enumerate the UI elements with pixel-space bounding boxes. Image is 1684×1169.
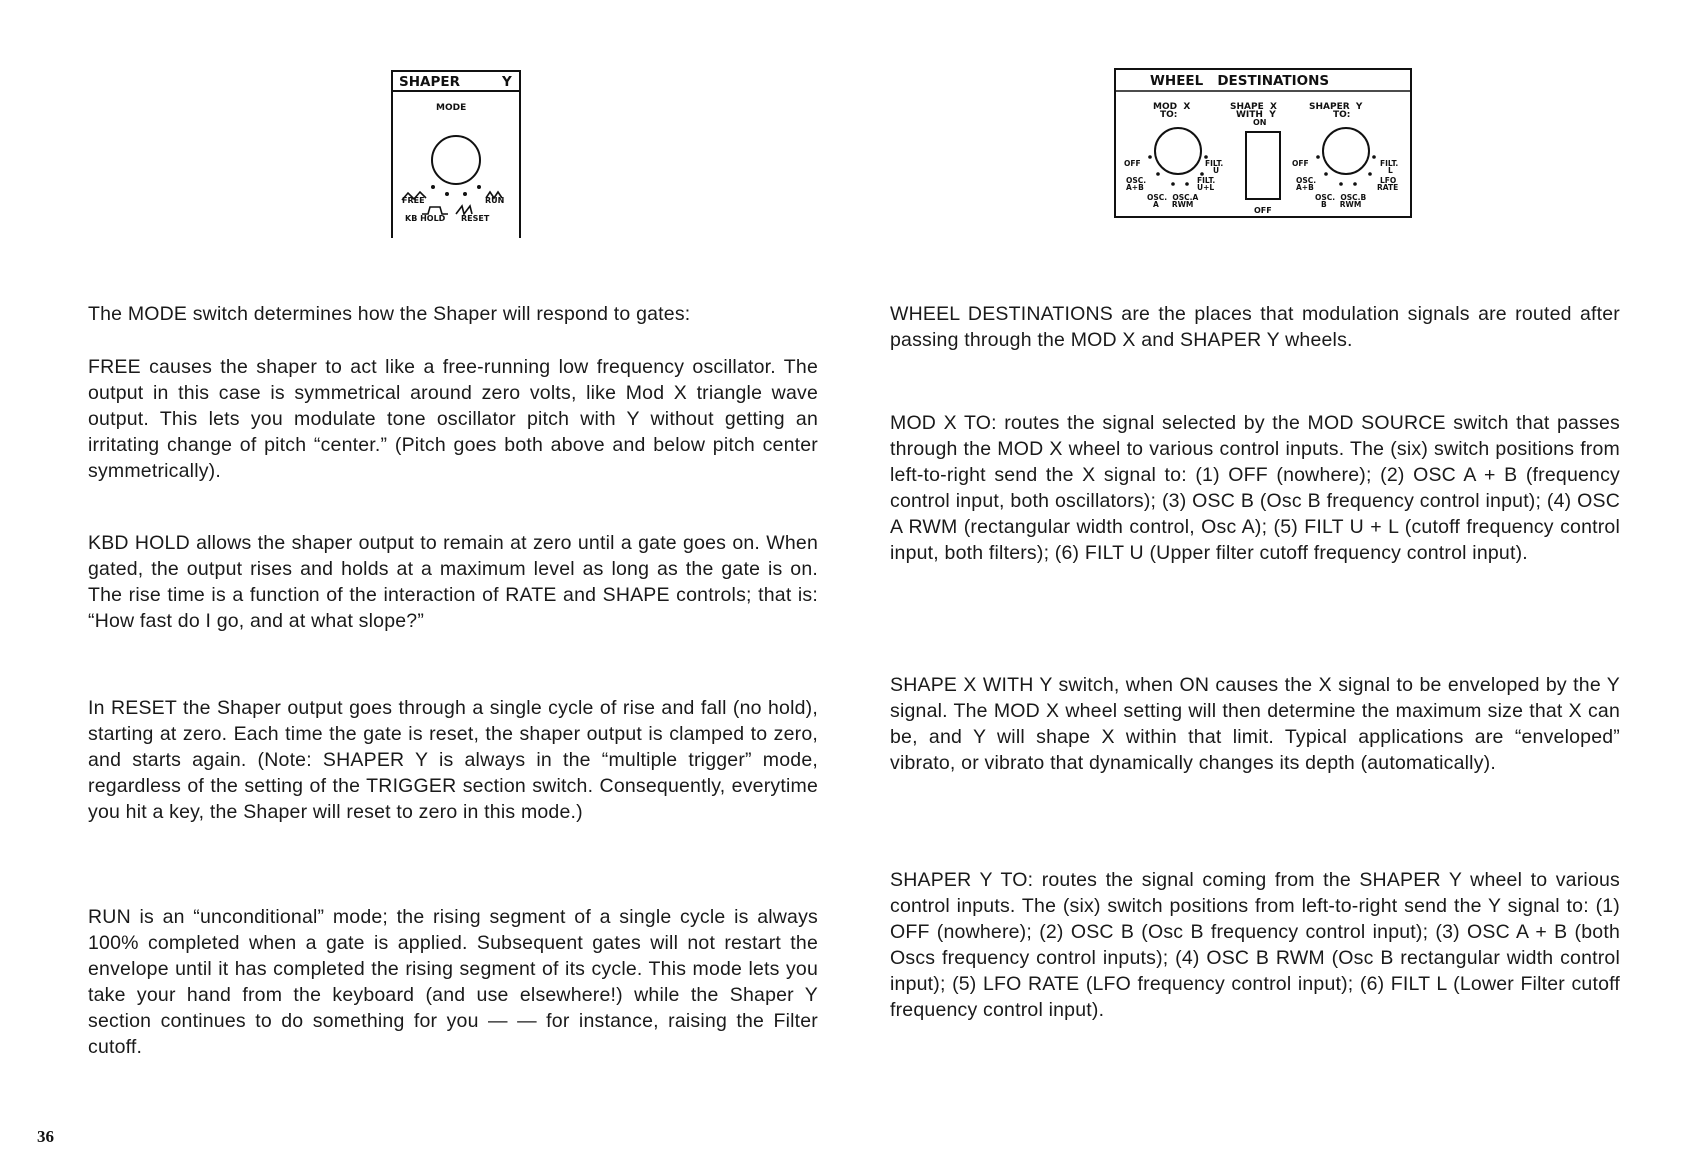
mod-x-to-label-2: TO: — [1160, 110, 1178, 120]
shape-x-with-y-switch[interactable] — [1246, 132, 1280, 199]
mod-x-to-knob[interactable] — [1155, 128, 1201, 174]
mod-x-filt-u-label-1: FILT. — [1205, 159, 1224, 168]
shaper-y-off-label: OFF — [1292, 159, 1309, 168]
mod-x-osc-b-a-label-2: A RWM — [1153, 200, 1194, 209]
shaper-y-to-label-2: TO: — [1333, 110, 1351, 120]
mod-x-osc-b-a-label-1: OSC. OSC.A — [1147, 193, 1199, 202]
shape-x-label-1: SHAPE X — [1230, 102, 1277, 112]
mod-x-filt-ul-label-2: U+L — [1197, 183, 1215, 192]
shaper-y-filt-l-label-2: L — [1388, 166, 1393, 175]
shaper-panel-title-letter: Y — [502, 74, 512, 90]
shape-x-off-label: OFF — [1254, 206, 1272, 215]
run-mode-paragraph: RUN is an “unconditional” mode; the rising segment of a single cycle is always 100% completed when a gate is applied. Subsequent gates will not restart the envelope until it has completed the rising segment of its cycle. This mode lets you take your hand from the keyboard (and use elsewhere!) while the Shaper Y section continues to do something for you — — for instance, raising the Filter cutoff. — [88, 906, 818, 1058]
shaper-y-osc-b-b-label-1: OSC. OSC.B — [1315, 193, 1367, 202]
free-mode-paragraph: FREE causes the shaper to act like a free-running low frequency oscillator. The output in this case is symmetrical around zero volts, like Mod X triangle wave output. This lets you modulate tone oscillator pitch with Y without getting an irritating change of pitch “center.” (Pitch goes both above and below pitch center symmetrically). — [88, 356, 818, 482]
shape-x-on-label: ON — [1253, 118, 1267, 127]
mod-x-filt-ul-label-1: FILT. — [1197, 176, 1216, 185]
mod-x-filt-u-label-2: U — [1213, 166, 1220, 175]
kbd-hold-paragraph: KBD HOLD allows the shaper output to remain at zero until a gate goes on. When gated, the output rises and holds at a maximum level as long as the gate is on. The rise time is a function of the interaction of RATE and SHAPE controls; that is: “How fast do I go, and at what slope?” — [88, 532, 818, 632]
mod-x-osc-ab-label-2: A+B — [1126, 183, 1144, 192]
wheel-destinations-panel — [0, 0, 1684, 260]
mode-label-kb-hold: KB HOLD — [405, 214, 446, 223]
reset-mode-paragraph: In RESET the Shaper output goes through a single cycle of rise and fall (no hold), starting at zero. Each time the gate is reset, the shaper output is clamped to zero, and starts again. (Note: SHAPER Y is always in the “multiple trigger” mode, regardless of the setting of the TRIGGER section switch. Consequently, everytime you hit a key, the Shaper will reset to zero in this mode.) — [88, 697, 818, 823]
shaper-mode-label: MODE — [436, 103, 467, 113]
shaper-y-osc-b-b-label-2: B RWM — [1321, 200, 1362, 209]
shaper-panel-title: SHAPER — [399, 74, 460, 90]
wheel-panel-title: WHEEL DESTINATIONS — [1150, 73, 1330, 89]
shaper-y-osc-ab-label-1: OSC. — [1296, 176, 1317, 185]
mode-label-free: FREE — [402, 196, 425, 205]
shaper-y-to-paragraph: SHAPER Y TO: routes the signal coming from the SHAPER Y wheel to various control inputs. The (six) switch positions from left-to-right send the Y signal to: (1) OFF (nowhere); (2) OSC B (Osc B frequency control input); (3) OSC A + B (both Oscs frequency control inputs); (4) OSC B RWM (Osc B rectangular width control input); (5) LFO RATE (LFO frequency control input); (6) FILT L (Lower Filter cutoff frequency control input). — [890, 869, 1620, 1021]
shaper-y-to-knob[interactable] — [1323, 128, 1369, 174]
shaper-y-lfo-label-2: RATE — [1377, 183, 1399, 192]
mode-switch-intro: The MODE switch determines how the Shaper will respond to gates: — [88, 303, 691, 325]
mode-label-run: RUN — [485, 196, 505, 205]
page-number: 36 — [37, 1127, 54, 1146]
shaper-y-osc-ab-label-2: A+B — [1296, 183, 1314, 192]
mod-x-osc-ab-label-1: OSC. — [1126, 176, 1147, 185]
wheel-destinations-paragraph: WHEEL DESTINATIONS are the places that modulation signals are routed after passing through the MOD X and SHAPER Y wheels. — [890, 303, 1620, 351]
mod-x-to-label-1: MOD X — [1153, 102, 1191, 112]
mode-label-reset: RESET — [461, 214, 490, 223]
shaper-y-to-label-1: SHAPER Y — [1309, 102, 1363, 112]
shaper-y-filt-l-label-1: FILT. — [1380, 159, 1399, 168]
shape-x-with-y-paragraph: SHAPE X WITH Y switch, when ON causes the X signal to be enveloped by the Y signal. The MOD X wheel setting will then determine the maximum size that X can be, and Y will shape X within that limit. Typical applications are “enveloped” vibrato, or vibrato that dynamically changes its depth (automatically). — [890, 674, 1620, 774]
mod-x-off-label: OFF — [1124, 159, 1141, 168]
mod-x-to-paragraph: MOD X TO: routes the signal selected by the MOD SOURCE switch that passes through the MOD X wheel to various control inputs. The (six) switch positions from left-to-right send the X signal to: (1) OFF (nowhere); (2) OSC A + B (frequency control input, both oscillators); (3) OSC B (Osc B frequency control input); (4) OSC A RWM (rectangular width control, Osc A); (5) FILT U + L (cutoff frequency control input, both filters); (6) FILT U (Upper filter cutoff frequency control input). — [890, 412, 1620, 564]
shaper-y-lfo-label-1: LFO — [1380, 176, 1397, 185]
shape-x-label-2: WITH Y — [1236, 110, 1276, 120]
